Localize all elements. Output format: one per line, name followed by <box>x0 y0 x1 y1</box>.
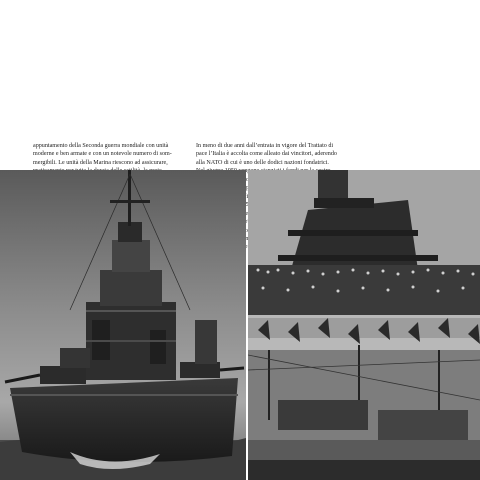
text-line: pace l’Italia è accolta come alleato dai vincitori, aderendo <box>196 151 337 158</box>
text-line: alla NATO di cui è uno delle dodici nazioni fondatrici. <box>196 159 329 166</box>
text-line: appuntamento della Seconda guerra mondiale con unità <box>33 143 169 149</box>
text-line: moderne e ben armate e con un notevole numero di som- <box>33 151 172 158</box>
battleship-photo <box>0 170 246 480</box>
text-line: In meno di due anni dall’entrata in vigore del Trattato di <box>196 143 334 149</box>
text-line: mergibili. Le unità della Marina riescono ad assicurare, <box>33 159 168 166</box>
cruiser-crew-photo <box>248 170 480 480</box>
